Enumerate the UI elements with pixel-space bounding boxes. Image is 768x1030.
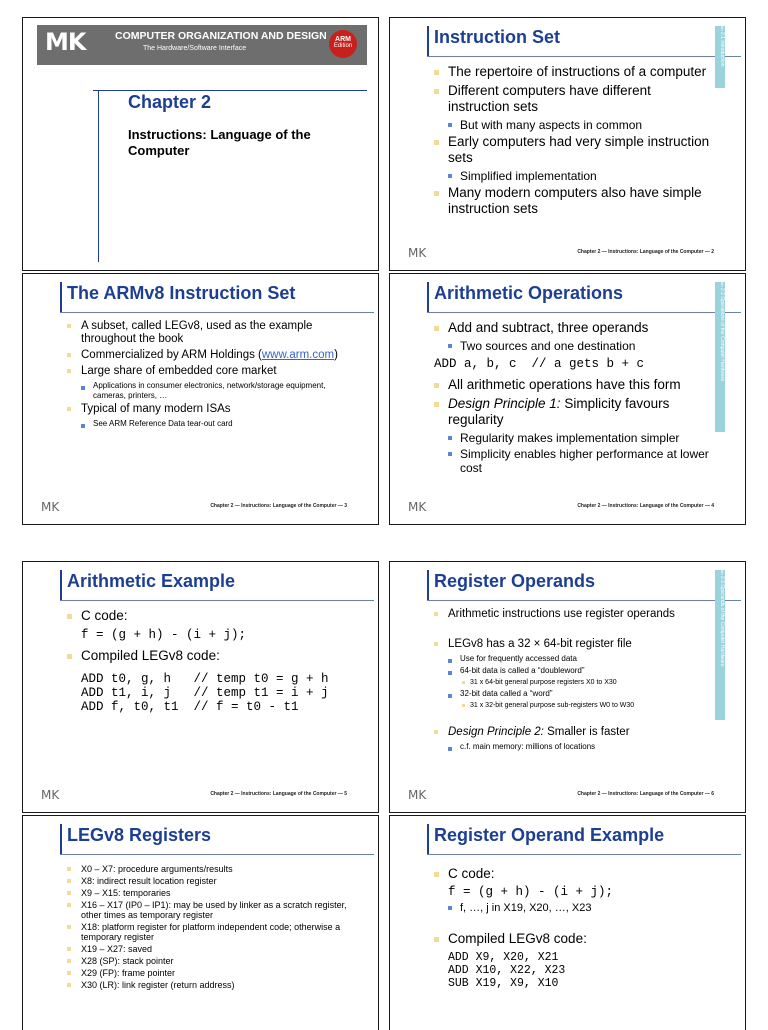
footer-caption: Chapter 2 — Instructions: Language of the Computer — 5 xyxy=(210,791,347,797)
bullet: All arithmetic operations have this form xyxy=(434,377,715,393)
bullet: C code: xyxy=(434,866,715,882)
bullet: C code: xyxy=(67,608,348,624)
slide-cover xyxy=(22,17,379,271)
bullet: Early computers had very simple instruction sets xyxy=(434,134,715,166)
bullet: Compiled LEGv8 code: xyxy=(434,931,715,947)
register-item: X19 – X27: saved xyxy=(67,944,348,954)
sub-bullet: But with many aspects in common xyxy=(434,118,715,132)
bullet: Arithmetic instructions use register operands xyxy=(434,608,715,621)
slide-body xyxy=(67,864,348,992)
bullet: Large share of embedded core market xyxy=(67,365,348,378)
register-item: X28 (SP): stack pointer xyxy=(67,956,348,966)
sub-bullet: Regularity makes implementation simpler xyxy=(434,431,715,445)
footer-caption: Chapter 2 — Instructions: Language of the Computer — 2 xyxy=(577,249,714,255)
register-item: X9 – X15: temporaries xyxy=(67,888,348,898)
cover-vertical-rule xyxy=(98,90,99,262)
footer-caption: Chapter 2 — Instructions: Language of the Computer — 4 xyxy=(577,503,714,509)
mk-logo-small: MK xyxy=(408,788,427,802)
chapter-number: Chapter 2 xyxy=(128,92,212,112)
slide-footer xyxy=(23,500,378,516)
slide-arithmetic-example xyxy=(22,561,379,813)
series-subtitle: The Hardware/Software Interface xyxy=(143,45,247,52)
slide-body xyxy=(434,608,715,754)
slide-arithmetic-operations xyxy=(389,273,746,525)
sub-bullet: 32-bit data called a “word” xyxy=(434,689,715,699)
arm-edition-badge: ARM Edition xyxy=(329,30,357,58)
sub-bullet: Applications in consumer electronics, network/storage equipment, cameras, printers, … xyxy=(67,381,348,401)
mk-logo-small: MK xyxy=(41,788,60,802)
code-block: f = (g + h) - (i + j); xyxy=(448,885,614,899)
bullet: Compiled LEGv8 code: xyxy=(67,648,348,664)
slide-footer xyxy=(390,500,745,516)
mk-logo-small: MK xyxy=(408,246,427,260)
bullet: Different computers have different instruction sets xyxy=(434,83,715,115)
code-block: ADD t0, g, h // temp t0 = g + h ADD t1, i, j // temp t1 = i + j ADD f, t0, t1 // f = t0 - t1 xyxy=(81,672,329,714)
sub-bullet: Simplicity enables higher performance at lower cost xyxy=(434,447,715,475)
mk-logo: MK xyxy=(45,28,86,56)
slide-title: The ARMv8 Instruction Set xyxy=(67,283,296,303)
bullet: Design Principle 2: Smaller is faster xyxy=(434,726,715,739)
bullet: Design Principle 1: Simplicity favours regularity xyxy=(434,396,715,428)
section-tab: §2.1 Introduction xyxy=(715,26,725,88)
bullet: LEGv8 has a 32 × 64-bit register file xyxy=(434,638,715,651)
register-item: X8: indirect result location register xyxy=(67,876,348,886)
register-item: X30 (LR): link register (return address) xyxy=(67,980,348,990)
arm-link[interactable]: www.arm.com xyxy=(261,349,335,361)
bullet: Commercialized by ARM Holdings (www.arm.com) xyxy=(67,349,348,362)
slide-title: Register Operand Example xyxy=(434,825,665,845)
slide-footer xyxy=(390,788,745,804)
slide-body xyxy=(434,64,715,220)
sub-bullet: Simplified implementation xyxy=(434,169,715,183)
cover-divider xyxy=(93,90,367,91)
sub-bullet: Two sources and one destination xyxy=(434,339,715,353)
bullet: The repertoire of instructions of a computer xyxy=(434,64,715,80)
slide-title: LEGv8 Registers xyxy=(67,825,212,845)
code-block: ADD a, b, c // a gets b + c xyxy=(434,357,645,371)
sub-bullet: Use for frequently accessed data xyxy=(434,654,715,664)
footer-caption: Chapter 2 — Instructions: Language of the Computer — 3 xyxy=(210,503,347,509)
mk-logo-small: MK xyxy=(408,500,427,514)
code-block: ADD X9, X20, X21 ADD X10, X22, X23 SUB X19, X9, X10 xyxy=(448,951,566,990)
footer-caption: Chapter 2 — Instructions: Language of the Computer — 6 xyxy=(577,791,714,797)
cover-banner xyxy=(37,25,367,65)
slide-title: Arithmetic Example xyxy=(67,571,236,591)
slide-footer xyxy=(390,246,745,262)
bullet: Add and subtract, three operands xyxy=(434,320,715,336)
slide-footer xyxy=(23,788,378,804)
chapter-title: Instructions: Language of the Computer xyxy=(128,127,311,158)
slide-title: Arithmetic Operations xyxy=(434,283,624,303)
sub-bullet: See ARM Reference Data tear-out card xyxy=(67,419,348,429)
bullet: Typical of many modern ISAs xyxy=(67,403,348,416)
slide-register-operand-example xyxy=(389,815,746,1030)
slide-register-operands xyxy=(389,561,746,813)
series-title: COMPUTER ORGANIZATION AND DESIGN xyxy=(115,30,327,42)
sub-bullet: 64-bit data is called a “doubleword” xyxy=(434,666,715,676)
section-tab: §2.2 Operations of the Computer Hardware xyxy=(715,282,725,432)
mk-logo-small: MK xyxy=(41,500,60,514)
bullet: A subset, called LEGv8, used as the example throughout the book xyxy=(67,320,348,346)
sub-sub-bullet: 31 x 32-bit general purpose sub-registers W0 to W30 xyxy=(434,701,715,710)
slide-instruction-set xyxy=(389,17,746,271)
slide-body xyxy=(434,320,715,477)
sub-bullet: c.f. main memory: millions of locations xyxy=(434,742,715,752)
sub-sub-bullet: 31 x 64-bit general purpose registers X0 to X30 xyxy=(434,678,715,687)
slide-body xyxy=(67,608,348,720)
slide-armv8-instruction-set xyxy=(22,273,379,525)
slide-body xyxy=(67,320,348,431)
register-item: X18: platform register for platform independent code; otherwise a temporary register xyxy=(67,922,348,942)
code-block: f = (g + h) - (i + j); xyxy=(81,628,247,642)
section-tab: §2.3 Operands of the Computer Hardware xyxy=(715,570,725,720)
register-item: X29 (FP): frame pointer xyxy=(67,968,348,978)
register-item: X16 – X17 (IP0 – IP1): may be used by linker as a scratch register, other times as temporary register xyxy=(67,900,348,920)
sub-bullet: f, …, j in X19, X20, …, X23 xyxy=(434,901,715,915)
register-item: X0 – X7: procedure arguments/results xyxy=(67,864,348,874)
bullet: Many modern computers also have simple instruction sets xyxy=(434,185,715,217)
slide-title: Register Operands xyxy=(434,571,596,591)
slide-legv8-registers xyxy=(22,815,379,1030)
slide-title: Instruction Set xyxy=(434,27,561,47)
slide-body xyxy=(434,866,715,996)
